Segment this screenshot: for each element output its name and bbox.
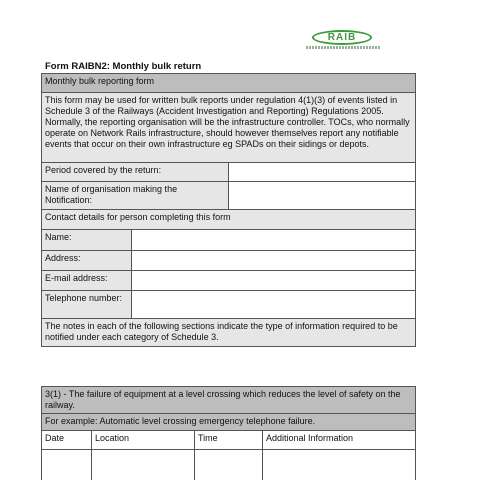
section-example: For example: Automatic level crossing emergency telephone failure.	[42, 414, 416, 431]
telephone-label: Telephone number:	[42, 291, 132, 319]
column-header-location: Location	[92, 431, 195, 450]
name-label: Name:	[42, 230, 132, 251]
section-3-1-table	[41, 386, 416, 480]
location-cell[interactable]	[92, 450, 195, 480]
form-header: Monthly bulk reporting form	[42, 74, 416, 93]
period-label: Period covered by the return:	[42, 163, 229, 182]
name-field[interactable]	[132, 230, 416, 251]
organisation-field[interactable]	[229, 182, 416, 210]
email-field[interactable]	[132, 271, 416, 291]
organisation-label: Name of organisation making the Notification:	[42, 182, 229, 210]
period-field[interactable]	[229, 163, 416, 182]
address-label: Address:	[42, 251, 132, 271]
logo-oval	[312, 30, 372, 45]
section-title: 3(1) - The failure of equipment at a level crossing which reduces the level of safety on the railway.	[42, 387, 416, 414]
form-title: Form RAIBN2: Monthly bulk return	[45, 61, 202, 72]
contact-header: Contact details for person completing this form	[42, 210, 416, 230]
additional-info-cell[interactable]	[263, 450, 416, 480]
address-field[interactable]	[132, 251, 416, 271]
logo-text: RAIB	[327, 32, 357, 43]
column-header-additional-info: Additional Information	[263, 431, 416, 450]
telephone-field[interactable]	[132, 291, 416, 319]
time-cell[interactable]	[195, 450, 263, 480]
column-header-date: Date	[42, 431, 92, 450]
email-label: E-mail address:	[42, 271, 132, 291]
column-header-time: Time	[195, 431, 263, 450]
raib-logo	[306, 30, 380, 52]
form-notes: The notes in each of the following sections indicate the type of information required to be notified under each category of Schedule 3.	[42, 319, 416, 347]
monthly-bulk-form-table	[41, 73, 416, 347]
form-intro: This form may be used for written bulk reports under regulation 4(1)(3) of events listed in Schedule 3 of the Railways (Accident Investigation and Reporting) Regulations 2005. Normally, the reporting organisation will be the infrastructure controller. TOCs, who normally operate on Network Rails infrastructure, should however themselves report any notifiable events that occur on their own infrastructure eg SPADs on their sidings or depots.	[42, 93, 416, 163]
date-cell[interactable]	[42, 450, 92, 480]
logo-tagline	[306, 46, 380, 49]
